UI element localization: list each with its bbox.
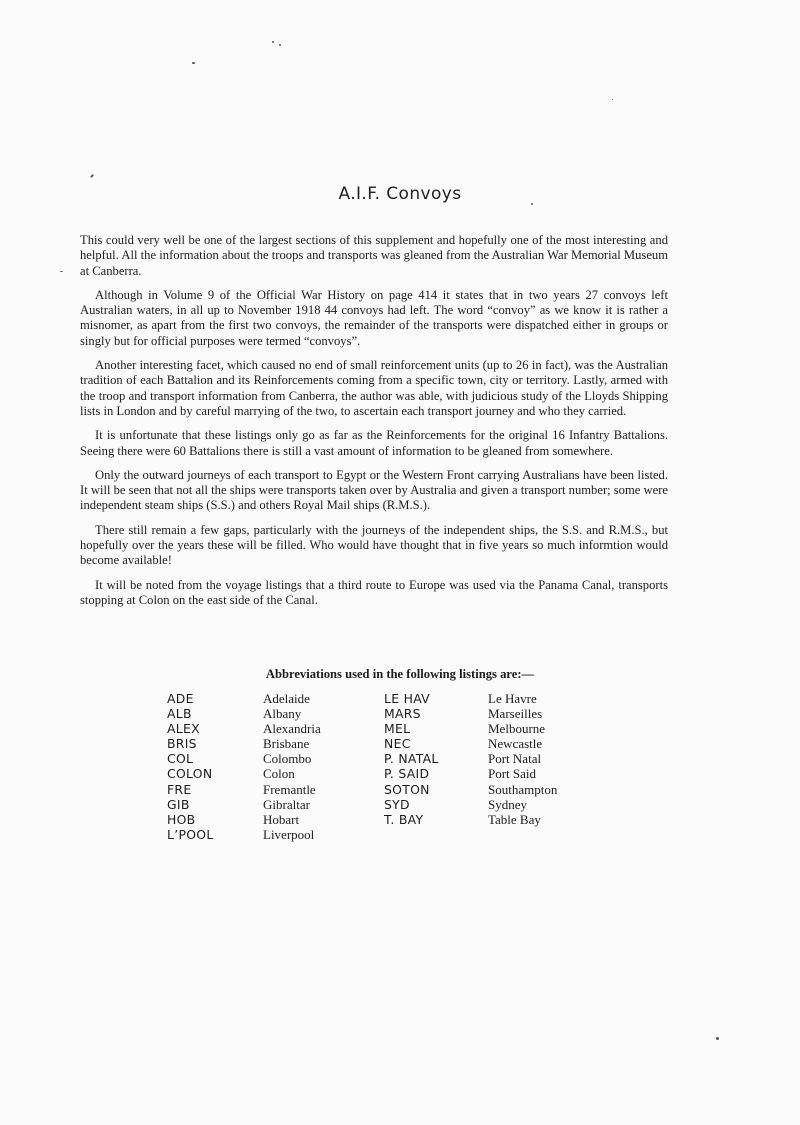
abbreviation-name: Brisbane	[263, 736, 310, 752]
scan-speck	[272, 41, 274, 43]
paragraph-gaps: There still remain a few gaps, particularly with the journeys of the independent ships, the S.S. and R.M.S., but hopefully over the years these will be filled. Who would have thought that in five years so much informtion would become available!	[80, 522, 668, 568]
abbreviation-code: ADE	[167, 691, 194, 706]
abbreviation-code: SYD	[384, 796, 410, 812]
paragraph-panama: It will be noted from the voyage listings that a third route to Europe was used via the Panama Canal, transports stopping at Colon on the east side of the Canal.	[80, 577, 668, 607]
scan-speck	[612, 99, 613, 100]
abbreviation-code: P. NATAL	[384, 751, 439, 767]
abbreviation-name: Gibraltar	[263, 796, 310, 812]
scan-speck	[60, 271, 63, 272]
abbreviation-name: Le Havre	[488, 691, 537, 706]
abbreviation-code: HOB	[167, 811, 196, 827]
abbreviation-code: MARS	[384, 706, 421, 722]
abbreviation-code: L’POOL	[167, 826, 214, 842]
abbreviation-name: Hobart	[263, 811, 300, 827]
scan-speck	[279, 44, 281, 46]
abbreviation-name: Sydney	[488, 796, 527, 812]
abbreviation-name: Colon	[263, 766, 295, 782]
abbreviation-code: P. SAID	[384, 766, 430, 782]
paragraph-intro: This could very well be one of the largest sections of this supplement and hopefully one of the most interesting and helpful. All the information about the troops and transports was gleaned from the Australian War Memorial Museum at Canberra.	[80, 233, 668, 278]
abbreviation-code: SOTON	[384, 781, 430, 797]
abbreviation-name: Alexandria	[263, 721, 321, 737]
scan-speck	[716, 1037, 719, 1040]
abbreviation-name: Albany	[263, 706, 302, 722]
abbreviation-name: Southampton	[488, 781, 558, 797]
abbreviation-names-right	[488, 691, 557, 827]
abbreviation-code: COL	[167, 751, 194, 767]
abbreviations-heading: Abbreviations used in the following listings are:—	[265, 667, 535, 681]
abbreviation-name: Port Natal	[488, 751, 542, 767]
abbreviation-codes-right	[384, 691, 439, 827]
scan-speck	[531, 203, 533, 205]
abbreviation-name: Liverpool	[263, 826, 315, 842]
abbreviation-name: Port Said	[488, 766, 537, 782]
body-text	[80, 233, 668, 617]
scan-speck	[192, 62, 195, 64]
abbreviation-codes-left	[167, 691, 214, 842]
scan-speck	[90, 174, 94, 178]
abbreviation-names-left	[263, 691, 321, 842]
abbreviation-name: Table Bay	[488, 811, 541, 827]
paragraph-outward-journeys: Only the outward journeys of each transport to Egypt or the Western Front carrying Australians have been listed. It will be seen that not all the ships were transports taken over by Australia and given a transport number; some were independent steam ships (S.S.) and others Royal Mail ships (R.M.S.).	[80, 467, 668, 513]
abbreviation-code: ALB	[167, 706, 192, 722]
abbreviation-code: BRIS	[167, 736, 197, 752]
abbreviation-code: COLON	[167, 766, 213, 782]
abbreviation-code: FRE	[167, 781, 192, 797]
abbreviation-name: Melbourne	[488, 721, 546, 737]
abbreviation-code: T. BAY	[384, 811, 424, 827]
abbreviation-code: MEL	[384, 721, 411, 737]
paragraph-reinforcements: Another interesting facet, which caused no end of small reinforcement units (up to 26 in fact), was the Australian tradition of each Battalion and its Reinforcements coming from a specific town, city or territory. Lastly, armed with the troop and transport information from Canberra, the author was able, with judicious study of the Lloyds Shipping lists in London and by careful marrying of the two, to ascertain each transport journey and who they carried.	[80, 358, 668, 418]
abbreviation-name: Marseilles	[488, 706, 543, 722]
paragraph-convoy-count: Although in Volume 9 of the Official War History on page 414 it states that in two years 27 convoys left Australian waters, in all up to November 1918 44 convoys had left. The word “convoy” as we know it is rather a misnomer, as apart from the first two convoys, the remainder of the transports were dispatched either in groups or singly but for official purposes were termed “convoys”.	[80, 287, 668, 348]
abbreviation-code: NEC	[384, 736, 411, 752]
abbreviation-name: Adelaide	[263, 691, 310, 706]
page-title: A.I.F. Convoys	[338, 184, 462, 204]
abbreviation-name: Colombo	[263, 751, 312, 767]
paragraph-battalions: It is unfortunate that these listings only go as far as the Reinforcements for the original 16 Infantry Battalions. Seeing there were 60 Battalions there is still a vast amount of information to be gleaned from somewhere.	[80, 428, 668, 458]
abbreviation-code: GIB	[167, 796, 190, 812]
abbreviation-code: ALEX	[167, 721, 200, 737]
abbreviation-name: Newcastle	[488, 736, 543, 752]
abbreviation-name: Fremantle	[263, 781, 316, 797]
abbreviation-code: LE HAV	[384, 691, 430, 706]
